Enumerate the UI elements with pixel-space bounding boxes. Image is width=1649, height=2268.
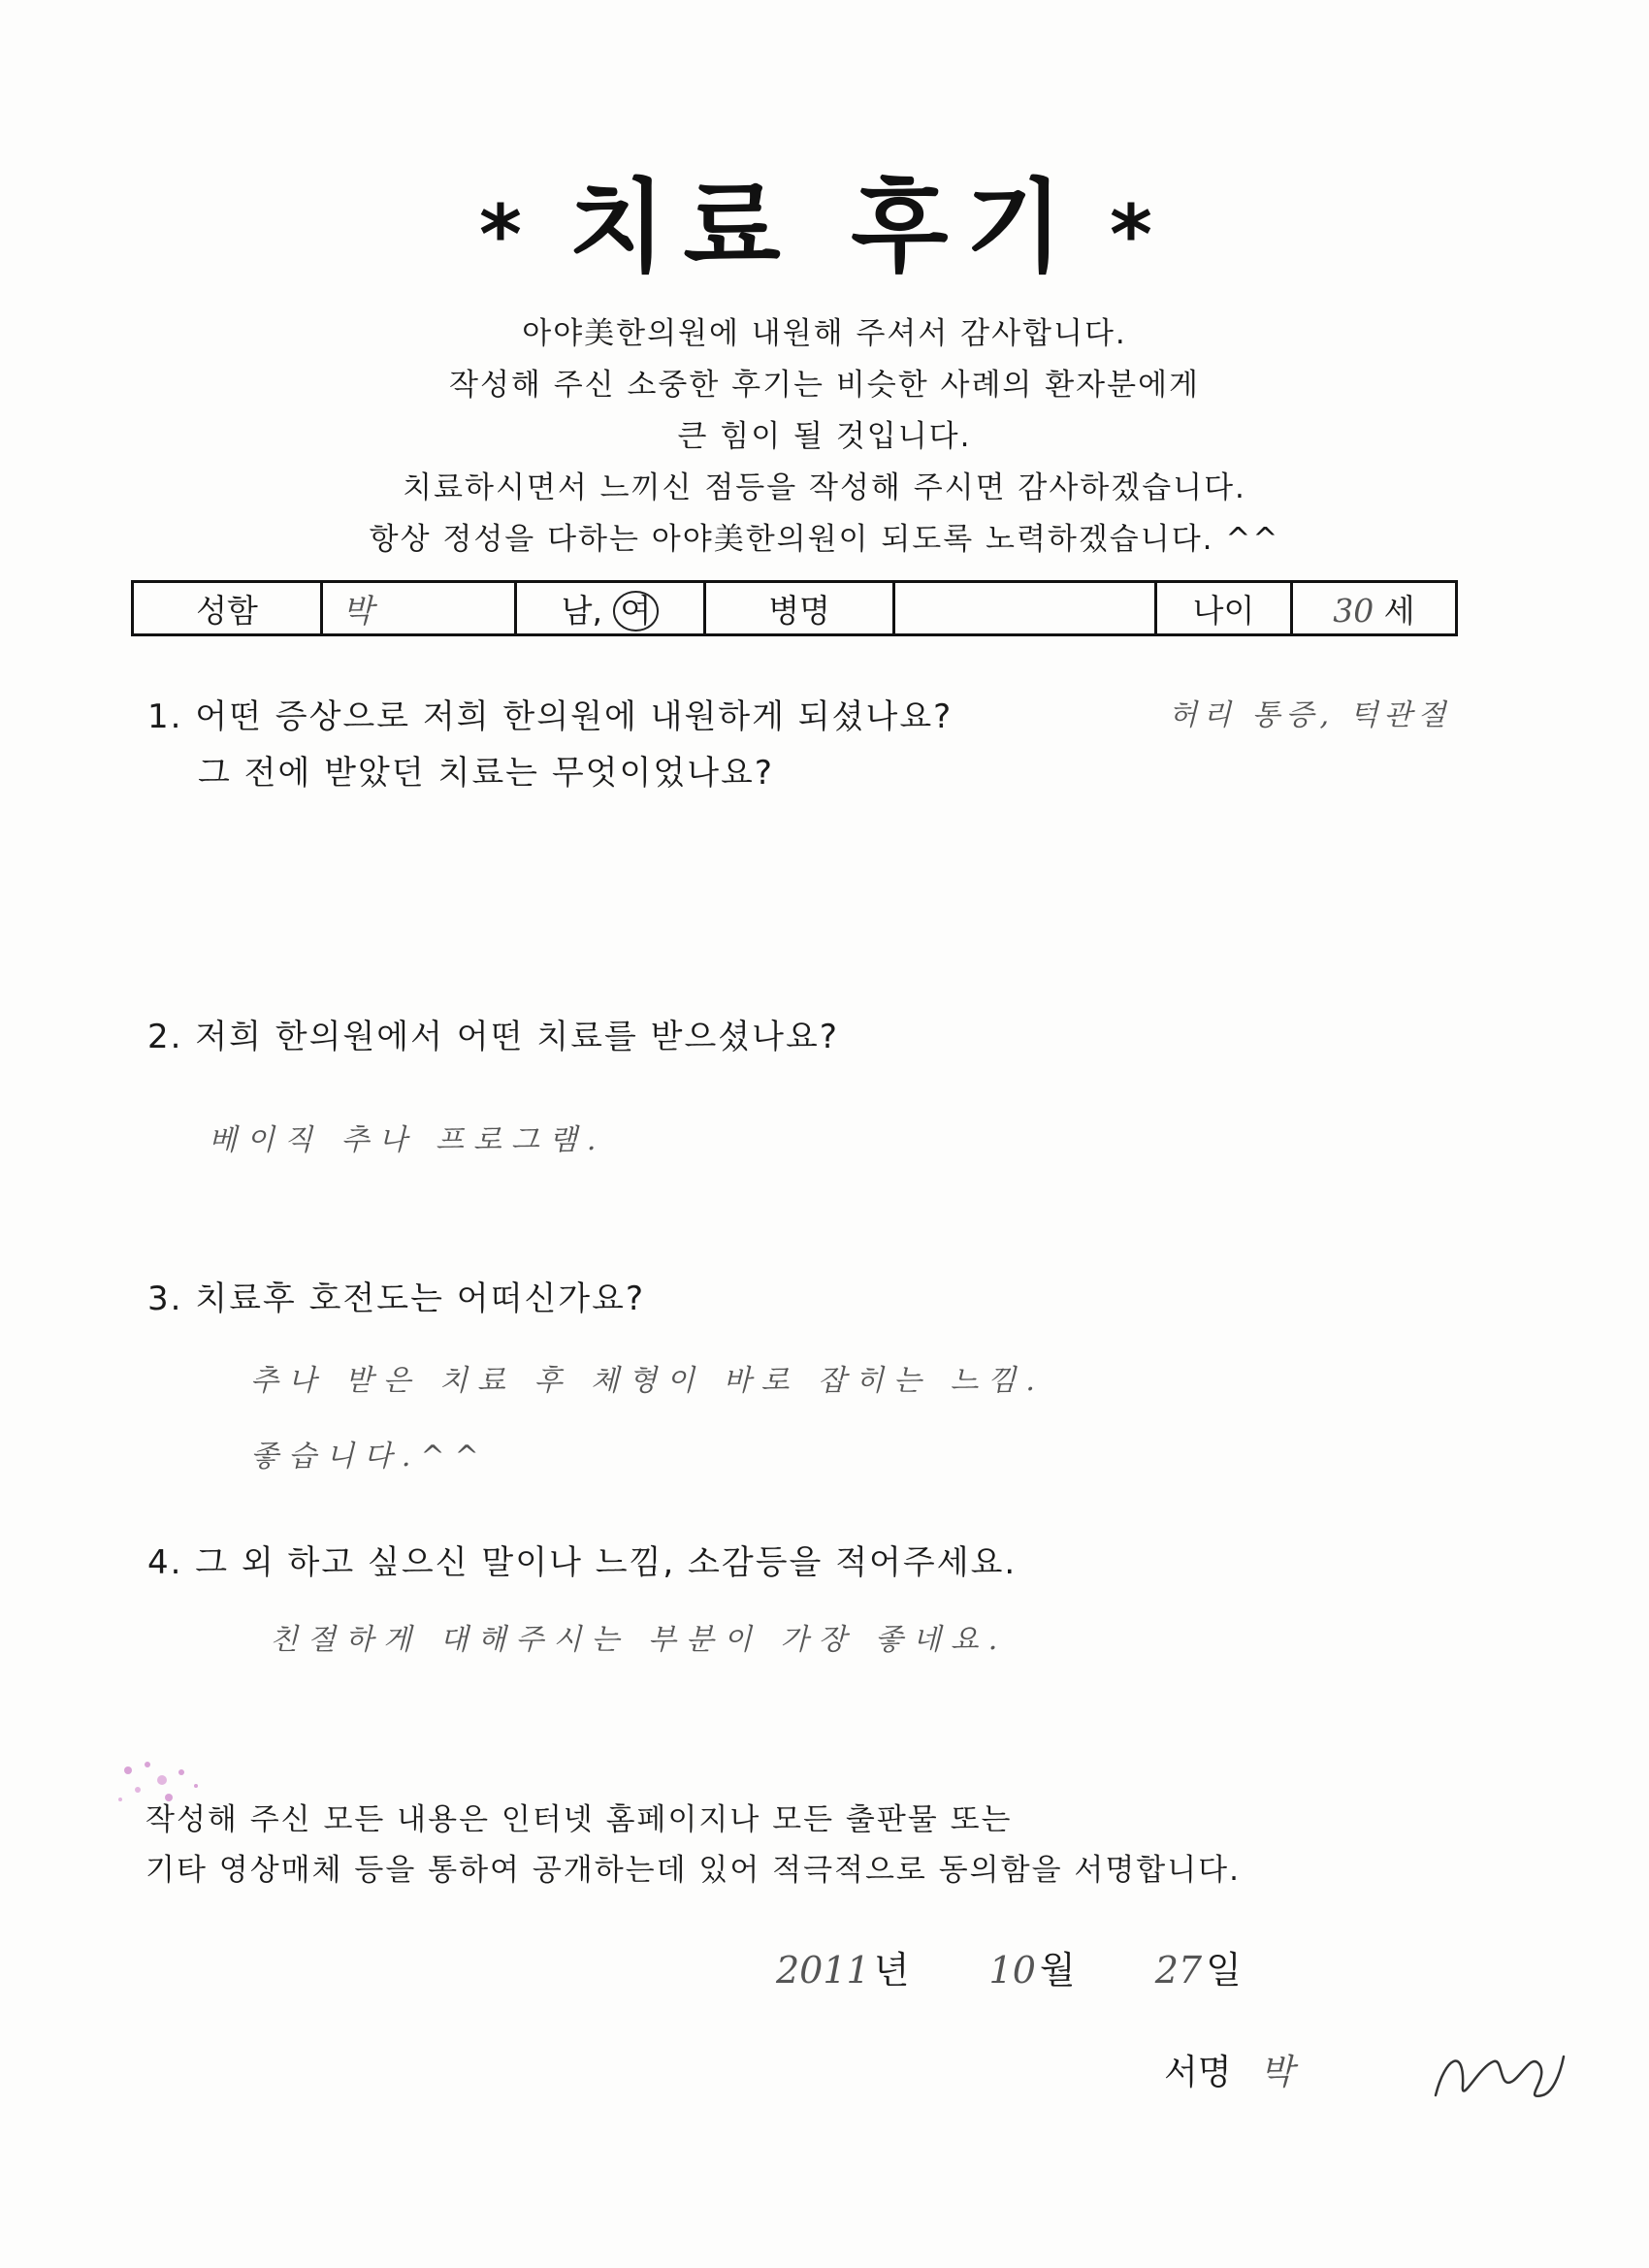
question-1 xyxy=(147,689,953,801)
question-2 xyxy=(147,1009,839,1065)
name-label: 성함 xyxy=(133,582,322,635)
asterisk-icon-right: * xyxy=(1110,186,1170,282)
gender-separator: , xyxy=(592,591,602,630)
date-day: 27 xyxy=(1154,1949,1203,1992)
handwritten-signature xyxy=(1426,2037,1571,2115)
date-month: 10 xyxy=(988,1949,1036,1992)
date-year-unit: 년 xyxy=(873,1949,910,1992)
answer-2[interactable] xyxy=(209,1116,605,1158)
answer-1[interactable] xyxy=(1169,691,1451,733)
answer-2-text: 베이직 추나 프로그램. xyxy=(209,1123,606,1157)
question-3-line-1: 3. 치료후 호전도는 어떠신가요? xyxy=(147,1280,646,1318)
name-value: 박 xyxy=(342,591,373,630)
answer-3-line-2: 좋습니다.^^ xyxy=(250,1440,489,1474)
disease-field[interactable] xyxy=(894,582,1156,635)
intro-line: 항상 정성을 다하는 아야美한의원이 되도록 노력하겠습니다. ^^ xyxy=(369,522,1280,557)
intro-line: 작성해 주신 소중한 후기는 비슷한 사례의 환자분에게 xyxy=(449,368,1200,403)
intro-line: 아야美한의원에 내원해 주셔서 감사합니다. xyxy=(522,316,1127,351)
gender-female-option-selected[interactable]: 여 xyxy=(613,591,660,632)
signature-label: 서명 xyxy=(1164,2053,1232,2092)
question-4-line-1: 4. 그 외 하고 싶으신 말이나 느낌, 소감등을 적어주세요. xyxy=(147,1543,1018,1582)
age-unit: 세 xyxy=(1383,591,1415,630)
intro-line: 큰 힘이 될 것입니다. xyxy=(677,419,972,454)
question-2-line-1: 2. 저희 한의원에서 어떤 치료를 받으셨나요? xyxy=(147,1018,839,1056)
signature-date[interactable] xyxy=(776,1940,1242,1993)
intro-line: 치료하시면서 느끼신 점등을 작성해 주시면 감사하겠습니다. xyxy=(403,470,1246,505)
name-field[interactable] xyxy=(322,582,516,635)
age-label: 나이 xyxy=(1156,582,1292,635)
question-1-line-2: 그 전에 받았던 치료는 무엇이었나요? xyxy=(198,754,774,793)
gender-field[interactable] xyxy=(516,582,705,635)
answer-1-text: 허리 통증, 턱관절 xyxy=(1169,698,1452,732)
date-day-unit: 일 xyxy=(1206,1949,1242,1992)
age-value: 30 xyxy=(1333,591,1374,630)
question-4 xyxy=(147,1535,1017,1591)
consent-line-2: 기타 영상매체 등을 통하여 공개하는데 있어 적극적으로 동의함을 서명합니다. xyxy=(146,1853,1241,1888)
form-title-text: 치료 후기 xyxy=(567,168,1082,286)
answer-3-line-1: 추나 받은 치료 후 체형이 바로 잡히는 느낌. xyxy=(250,1364,1045,1398)
signature-row[interactable] xyxy=(1164,2045,1294,2094)
disease-label: 병명 xyxy=(705,582,894,635)
date-month-unit: 월 xyxy=(1039,1949,1076,1992)
date-year: 2011 xyxy=(776,1949,870,1992)
consent-line-1: 작성해 주신 모든 내용은 인터넷 홈페이지나 모든 출판물 또는 xyxy=(146,1802,1013,1837)
patient-info-table xyxy=(131,580,1458,636)
asterisk-icon-left: * xyxy=(479,186,539,282)
answer-3[interactable] xyxy=(250,1344,1045,1495)
gender-male-option[interactable]: 남 xyxy=(561,591,593,630)
form-title xyxy=(0,146,1649,291)
answer-4[interactable] xyxy=(270,1615,1007,1658)
question-3 xyxy=(147,1271,645,1327)
signature-name: 박 xyxy=(1260,2053,1294,2092)
intro-text xyxy=(0,308,1649,566)
consent-statement xyxy=(146,1795,1241,1895)
answer-4-text: 친절하게 대해주시는 부분이 가장 좋네요. xyxy=(270,1623,1008,1657)
question-1-line-1: 1. 어떤 증상으로 저희 한의원에 내원하게 되셨나요? xyxy=(147,697,954,736)
age-field[interactable] xyxy=(1292,582,1457,635)
